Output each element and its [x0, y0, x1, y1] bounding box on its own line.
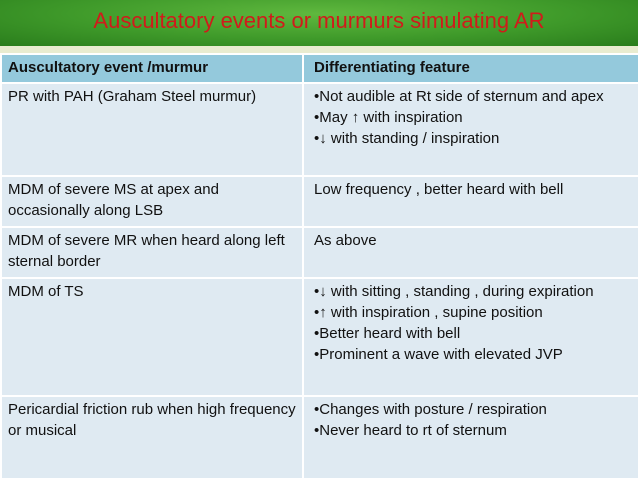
feature-line: •Not audible at Rt side of sternum and apex — [314, 88, 604, 105]
feature-line: •Prominent a wave with elevated JVP — [314, 346, 563, 363]
event-cell: MDM of TS — [1, 278, 303, 396]
event-cell: PR with PAH (Graham Steel murmur) — [1, 83, 303, 176]
table-row — [1, 227, 638, 278]
feature-cell — [303, 227, 638, 278]
feature-line: •Never heard to rt of sternum — [314, 422, 507, 439]
comparison-table — [0, 53, 638, 478]
feature-line: •↓ with standing / inspiration — [314, 130, 500, 147]
table-row — [1, 278, 638, 396]
feature-cell — [303, 396, 638, 478]
feature-line: As above — [314, 232, 377, 249]
event-cell: MDM of severe MR when heard along left sternal border — [1, 227, 303, 278]
table-row — [1, 396, 638, 478]
title-bar — [0, 0, 638, 46]
header-feature: Differentiating feature — [303, 54, 638, 83]
header-event: Auscultatory event /murmur — [1, 54, 303, 83]
feature-cell — [303, 278, 638, 396]
event-cell: Pericardial friction rub when high frequency or musical — [1, 396, 303, 478]
table-header-row — [1, 54, 638, 83]
feature-line: •May ↑ with inspiration — [314, 109, 463, 126]
feature-line: •↓ with sitting , standing , during expiration — [314, 283, 594, 300]
feature-cell — [303, 176, 638, 227]
feature-line: •Better heard with bell — [314, 325, 461, 342]
feature-cell — [303, 83, 638, 176]
table-row — [1, 83, 638, 176]
feature-line: Low frequency , better heard with bell — [314, 181, 564, 198]
feature-line: •Changes with posture / respiration — [314, 401, 547, 418]
table-row — [1, 176, 638, 227]
event-cell: MDM of severe MS at apex and occasionally along LSB — [1, 176, 303, 227]
feature-line: •↑ with inspiration , supine position — [314, 304, 543, 321]
slide-title: Auscultatory events or murmurs simulating AR — [93, 8, 545, 33]
